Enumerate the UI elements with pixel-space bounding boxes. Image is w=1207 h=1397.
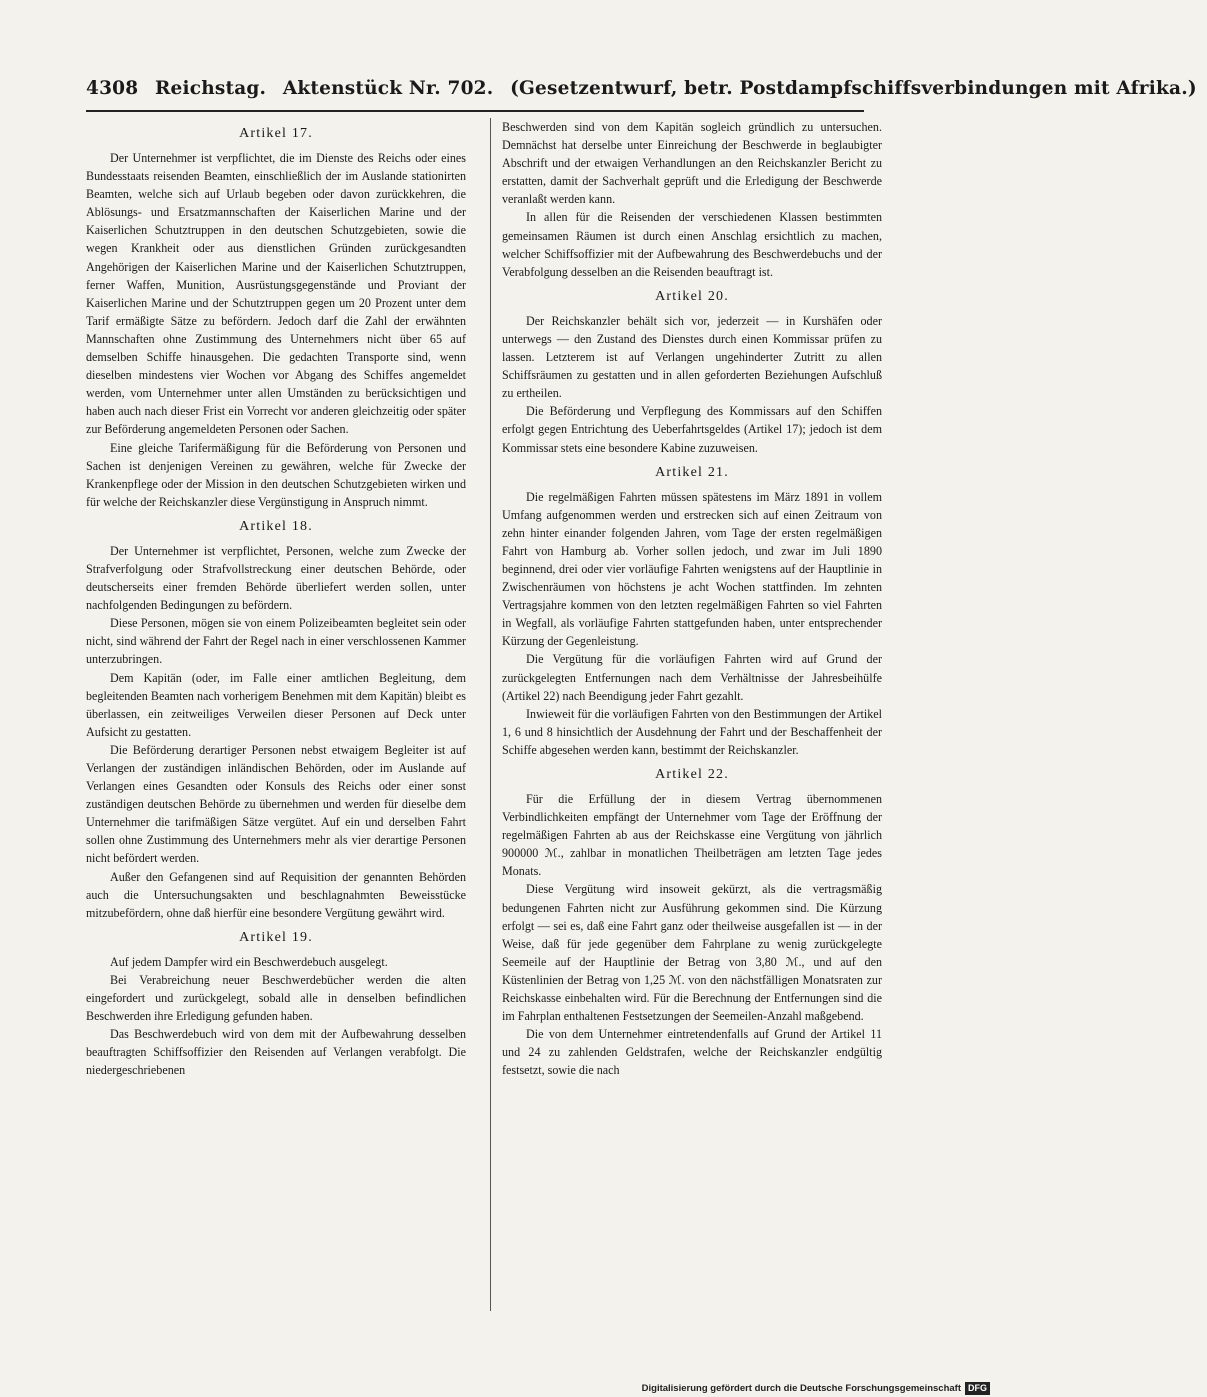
header-subtitle: (Gesetzentwurf, betr. Postdampfschiffsverbindungen mit Afrika.): [510, 78, 1197, 99]
paragraph: Eine gleiche Tarifermäßigung für die Beförderung von Personen und Sachen ist denjenigen Vereinen zu gewähren, welche für Zwecke der Krankenpflege oder der Mission in den deutschen Schutzgebieten wirken und für welche der Reichskanzler diese Vergünstigung in Anspruch nimmt.: [86, 440, 466, 509]
page-header: [86, 78, 1197, 108]
paragraph: Die Vergütung für die vorläufigen Fahrten wird auf Grund der zurückgelegten Entfernungen nach dem Verhältnisse der Jahresbeihülfe (Artikel 22) nach Beendigung jeder Fahrt gezahlt.: [502, 652, 882, 703]
page-number: 4308: [86, 78, 139, 99]
paragraph: Die Beförderung und Verpflegung des Kommissars auf den Schiffen erfolgt gegen Entrichtung des Ueberfahrtsgeldes (Artikel 17); jedoch ist dem Kommissar stets eine besondere Kabine zuzuweisen.: [502, 404, 882, 455]
paragraph: Die Beförderung derartiger Personen nebst etwaigem Begleiter ist auf Verlangen der zuständigen inländischen Behörden, oder im Auslande auf Verlangen eines Gesandten oder Konsuls des Reichs oder einer sonst zuständigen deutschen Behörde zu übernehmen und werden für dieselbe dem Unternehmer die tarifmäßigen Sätze vergütet. Auf ein und derselben Fahrt sollen ohne Zustimmung des Unternehmers mehr als vier derartige Personen nicht befördert werden.: [86, 742, 466, 866]
footer-text: Digitalisierung gefördert durch die Deutsche Forschungsgemeinschaft: [641, 1382, 961, 1394]
paragraph: Die regelmäßigen Fahrten müssen spätestens im März 1891 in vollem Umfang aufgenommen werden und erstrecken sich auf einen Zeitraum von zehn hinter einander folgenden Jahren, vom Tage der ersten regelmäßigen Fahrt von Hamburg ab. Vorher sollen jedoch, und zwar im Juli 1890 beginnend, drei oder vier vorläufige Fahrten wenigstens auf der Hauptlinie in Zwischenräumen von höchstens je acht Wochen stattfinden. Im zehnten Vertragsjahre kommen von den letzten regelmäßigen Fahrten so viel Fahrten in Wegfall, als vorläufige Fahrten stattgefunden haben, unter entsprechender Kürzung der Gegenleistung.: [502, 489, 882, 649]
left-column: [86, 118, 466, 1311]
paragraph: Das Beschwerdebuch wird von dem mit der Aufbewahrung desselben beauftragten Schiffsoffizier den Reisenden auf Verlangen verabfolgt. Die niedergeschriebenen: [86, 1027, 466, 1078]
column-divider: [490, 118, 491, 1311]
paragraph: Außer den Gefangenen sind auf Requisition der genannten Behörden auch die Untersuchungsakten und beschlagnahmten Beweisstücke mitzubefördern, ohne daß hierfür eine besondere Vergütung gewährt wird.: [86, 869, 466, 920]
header-rule: [86, 110, 864, 112]
paragraph: Die von dem Unternehmer eintretendenfalls auf Grund der Artikel 11 und 24 zu zahlenden Geldstrafen, welche der Reichskanzler endgültig festsetzt, sowie die nach: [502, 1027, 882, 1078]
paragraph: In allen für die Reisenden der verschiedenen Klassen bestimmten gemeinsamen Räumen ist durch einen Anschlag ersichtlich zu machen, welcher Schiffsoffizier mit der Aufbewahrung des Beschwerdebuchs und der Verabfolgung desselben an die Reisenden beauftragt ist.: [502, 210, 882, 279]
article-22-title: Artikel 22.: [655, 767, 729, 782]
paragraph: Bei Verabreichung neuer Beschwerdebücher werden die alten eingefordert und zurückgelegt, sobald alle in denselben befindlichen Beschwerden ihre Erledigung gefunden haben.: [86, 972, 466, 1024]
paragraph: Der Unternehmer ist verpflichtet, Personen, welche zum Zwecke der Strafverfolgung oder Strafvollstreckung einer deutschen Behörde, oder deutscherseits einer fremden Behörde überliefert werden sollen, unter nachfolgenden Bedingungen zu befördern.: [86, 543, 466, 613]
paragraph: Diese Personen, mögen sie von einem Polizeibeamten begleitet sein oder nicht, sind während der Fahrt der Regel nach in einer verschlossenen Kammer unterzubringen.: [86, 616, 466, 667]
paragraph: Der Reichskanzler behält sich vor, jederzeit — in Kurshäfen oder unterwegs — den Zustand des Dienstes durch einen Kommissar prüfen zu lassen. Letzterem ist auf Verlangen ungehinderter Zutritt zu allen Schiffsräumen zu gestatten und in allen geforderten Beziehungen Aufschluß zu ertheilen.: [502, 313, 882, 401]
right-column: [502, 118, 882, 1311]
paragraph: Für die Erfüllung der in diesem Vertrag übernommenen Verbindlichkeiten empfängt der Unternehmer vom Tage der Eröffnung der regelmäßigen Fahrten ab aus der Reichskasse eine Vergütung von jährlich 900000 ℳ., zahlbar in monatlichen Theilbeträgen am letzten Tage jedes Monats.: [502, 792, 882, 879]
article-19-title: Artikel 19.: [239, 929, 313, 945]
article-17-title: Artikel 17.: [239, 126, 313, 141]
dfg-logo: DFG: [965, 1382, 990, 1395]
digitization-footer: [642, 1381, 990, 1395]
article-18-title: Artikel 18.: [239, 518, 313, 534]
header-reichstag: Reichstag.: [154, 78, 267, 99]
article-20-title: Artikel 20.: [655, 288, 729, 304]
paragraph: Inwieweit für die vorläufigen Fahrten von den Bestimmungen der Artikel 1, 6 und 8 hinsichtlich der Ausdehnung der Fahrt und der Beschaffenheit der Schiffe abgesehen werden kann, bestimmt der Reichskanzler.: [502, 706, 882, 757]
paragraph: Beschwerden sind von dem Kapitän sogleich gründlich zu untersuchen. Demnächst hat derselbe unter Einreichung der Beschwerde in beglaubigter Abschrift und der etwaigen Verhandlungen an den Reichskanzler Bericht zu erstatten, damit der Sachverhalt geprüft und die Erledigung der Beschwerde veranlaßt werden kann.: [502, 120, 882, 207]
paragraph: Der Unternehmer ist verpflichtet, die im Dienste des Reichs oder eines Bundesstaats reisenden Beamten, einschließlich der im Auslande stationirten Beamten, welche sich auf Urlaub begeben oder davon zurückkehren, die Ablösungs- und Ersatzmannschaften der Kaiserlichen Marine und der Kaiserlichen Schutztruppen in den deutschen Schutzgebieten, sowie die wegen Krankheit oder aus dienstlichen Gründen zurückgesandten Angehörigen der Kaiserlichen Marine und der Kaiserlichen Schutztruppen, ferner Waffen, Munition, Ausrüstungsgegenstände und Proviant der Kaiserlichen Marine und der Schutztruppen gegen um 20 Prozent unter dem Tarif ermäßigte Sätze zu befördern. Jedoch darf die Zahl der erwähnten Mannschaften ohne Zustimmung des Unternehmers nicht über 65 auf demselben Schiffe hinausgehen. Die gedachten Transporte sind, wenn dieselben mindestens vier Wochen vor Abgang des Schiffes angemeldet werden, vom Unternehmer unter allen Umständen zu berücksichtigen und haben auch nach dieser Frist ein Vorrecht vor anderen gleichzeitig oder später zur Beförderung angemeldeten Personen oder Sachen.: [86, 151, 466, 437]
paragraph: Dem Kapitän (oder, im Falle einer amtlichen Begleitung, dem begleitenden Beamten nach vorherigem Benehmen mit dem Kapitän) bleibt es überlassen, ein zeitweiliges Verweilen dieser Personen auf Deck unter Aufsicht zu gestatten.: [86, 670, 466, 739]
article-21-title: Artikel 21.: [655, 464, 729, 480]
paragraph: Auf jedem Dampfer wird ein Beschwerdebuch ausgelegt.: [110, 954, 388, 969]
paragraph: Diese Vergütung wird insoweit gekürzt, als die vertragsmäßig bedungenen Fahrten nicht zur Ausführung gekommen sind. Die Kürzung erfolgt — sei es, daß eine Fahrt ganz oder theilweise ausgefallen ist — in der Weise, daß für jede gegenüber dem Fahrplane zu wenig zurückgelegte Seemeile auf der Hauptlinie der Betrag von 3,80 ℳ., und auf den Küstenlinien der Betrag von 1,25 ℳ. von den nächstfälligen Monatsraten zur Reichskasse einbehalten wird. Für die Berechnung der Entfernungen sind die im Fahrplan enthaltenen Festsetzungen der Seemeilen-Anzahl maßgebend.: [502, 882, 882, 1024]
header-aktenstueck: Aktenstück Nr. 702.: [282, 78, 494, 99]
